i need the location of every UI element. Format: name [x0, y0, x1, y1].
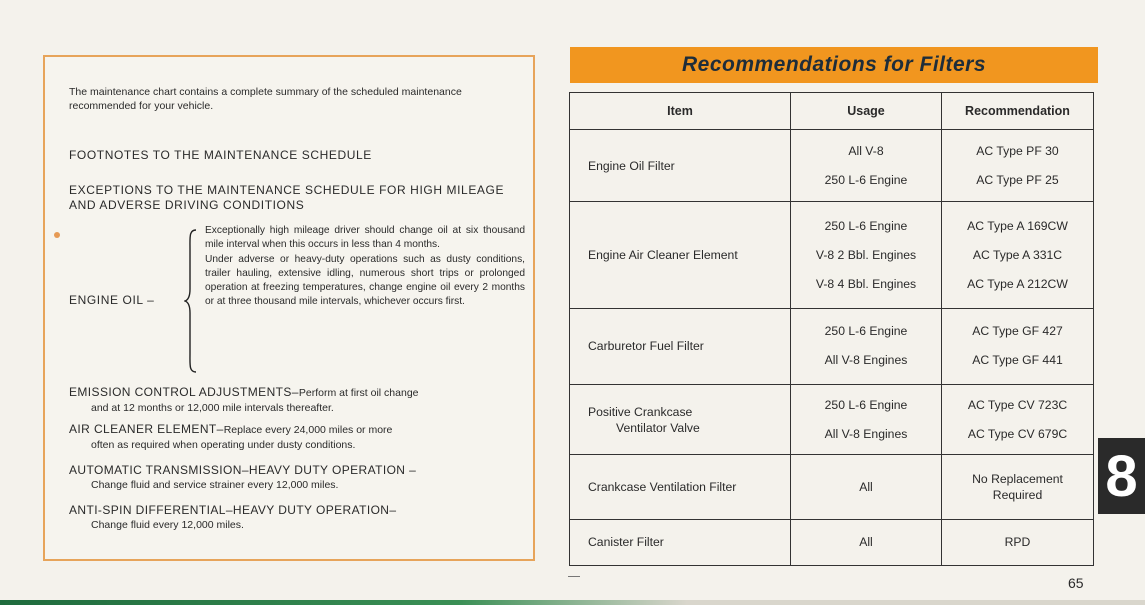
- engine-oil-paragraph-1: Exceptionally high mileage driver should change oil at six thousand mile interval when this occurs in less than 4 months.: [205, 225, 525, 251]
- note-sub: often as required when operating under dusty conditions.: [91, 439, 356, 451]
- note-sub: Change fluid every 12,000 miles.: [91, 519, 244, 531]
- usage-line: 250 L-6 Engine: [824, 324, 908, 339]
- note-sub: Change fluid and service strainer every 12,000 miles.: [91, 479, 339, 491]
- usage-line: All V-8: [848, 143, 884, 158]
- exceptions-heading: EXCEPTIONS TO THE MAINTENANCE SCHEDULE FOR HIGH MILEAGE AND ADVERSE DRIVING CONDITIONS: [69, 183, 505, 212]
- anti-spin-note: [69, 503, 529, 533]
- usage-line: 250 L-6 Engine: [824, 172, 908, 187]
- intro-text: The maintenance chart contains a complete summary of the scheduled maintenance recommended for your vehicle.: [69, 86, 462, 112]
- air-cleaner-note: [69, 422, 529, 453]
- footnotes-heading: [69, 148, 372, 163]
- rec-line: AC Type CV 723C: [967, 397, 1068, 412]
- note-body: Replace every 24,000 miles or more: [223, 424, 393, 436]
- row-recommendation: [942, 202, 1094, 308]
- row-usage: All: [791, 455, 942, 519]
- table-row: [570, 519, 1094, 565]
- row-recommendation: RPD: [942, 519, 1094, 565]
- usage-line: All V-8 Engines: [824, 426, 908, 441]
- rec-line: AC Type GF 427: [972, 324, 1063, 339]
- footer-dash: [568, 576, 580, 577]
- engine-oil-text: [205, 224, 525, 310]
- transmission-note: [69, 463, 529, 493]
- row-usage: [791, 202, 942, 308]
- table-row: [570, 385, 1094, 455]
- row-item: Carburetor Fuel Filter: [570, 308, 791, 384]
- rec-line: AC Type PF 25: [976, 172, 1059, 187]
- rec-line: No Replacement: [972, 472, 1063, 487]
- row-item: Engine Oil Filter: [570, 130, 791, 202]
- note-head: EMISSION CONTROL ADJUSTMENTS–: [69, 385, 299, 399]
- note-head: AUTOMATIC TRANSMISSION–HEAVY DUTY OPERATION –: [69, 463, 417, 477]
- rec-line: AC Type CV 679C: [967, 426, 1068, 441]
- row-usage: [791, 385, 942, 455]
- brace-icon: [184, 229, 198, 373]
- row-item: Crankcase Ventilation Filter: [570, 455, 791, 519]
- row-item: Canister Filter: [570, 519, 791, 565]
- note-head: AIR CLEANER ELEMENT–: [69, 422, 224, 436]
- usage-line: All V-8 Engines: [824, 353, 908, 368]
- rec-line: AC Type A 212CW: [967, 276, 1068, 291]
- usage-line: 250 L-6 Engine: [824, 218, 908, 233]
- usage-line: 250 L-6 Engine: [824, 397, 908, 412]
- row-recommendation: [942, 308, 1094, 384]
- rec-line: AC Type A 331C: [972, 247, 1063, 262]
- section-tab: 8: [1098, 438, 1145, 514]
- filters-banner: Recommendations for Filters: [570, 47, 1098, 83]
- row-item: [570, 385, 791, 455]
- maintenance-notes-box: [43, 55, 535, 561]
- table-row: [570, 130, 1094, 202]
- header-usage: Usage: [791, 93, 942, 130]
- table-row: [570, 202, 1094, 308]
- rec-line: Required: [992, 488, 1043, 503]
- footnotes-heading-text: FOOTNOTES TO THE MAINTENANCE SCHEDULE: [69, 148, 372, 162]
- table-header-row: [570, 93, 1094, 130]
- page-edge: [0, 600, 1145, 605]
- note-body: Perform at first oil change: [298, 387, 419, 399]
- row-usage: [791, 308, 942, 384]
- filters-table: [569, 92, 1094, 566]
- usage-line: V-8 2 Bbl. Engines: [815, 247, 917, 262]
- item-line: Ventilator Valve: [616, 420, 700, 435]
- usage-line: V-8 4 Bbl. Engines: [815, 276, 917, 291]
- rec-line: AC Type PF 30: [976, 143, 1059, 158]
- note-sub: and at 12 months or 12,000 mile intervals thereafter.: [91, 402, 334, 414]
- engine-oil-label: ENGINE OIL –: [69, 293, 155, 307]
- row-recommendation: [942, 385, 1094, 455]
- row-recommendation: [942, 455, 1094, 519]
- row-usage: [791, 130, 942, 202]
- header-recommendation: Recommendation: [942, 93, 1094, 130]
- page-number: 65: [1068, 575, 1084, 591]
- bullet-dot: [54, 232, 60, 238]
- row-usage: All: [791, 519, 942, 565]
- rec-line: AC Type GF 441: [972, 353, 1063, 368]
- engine-oil-paragraph-2: Under adverse or heavy-duty operations such as dusty conditions, trailer hauling, extensive idling, numerous short trips or prolonged operation at freezing temperatures, change engine oil every 2 months or at three thousand mile intervals, whichever occurs first.: [205, 253, 525, 308]
- row-recommendation: [942, 130, 1094, 202]
- rec-line: AC Type A 169CW: [967, 218, 1068, 233]
- item-line: Positive Crankcase: [588, 404, 693, 419]
- table-row: [570, 455, 1094, 519]
- note-head: ANTI-SPIN DIFFERENTIAL–HEAVY DUTY OPERATION–: [69, 503, 397, 517]
- row-item: Engine Air Cleaner Element: [570, 202, 791, 308]
- emission-control-note: [69, 385, 529, 416]
- header-item: Item: [570, 93, 791, 130]
- table-row: [570, 308, 1094, 384]
